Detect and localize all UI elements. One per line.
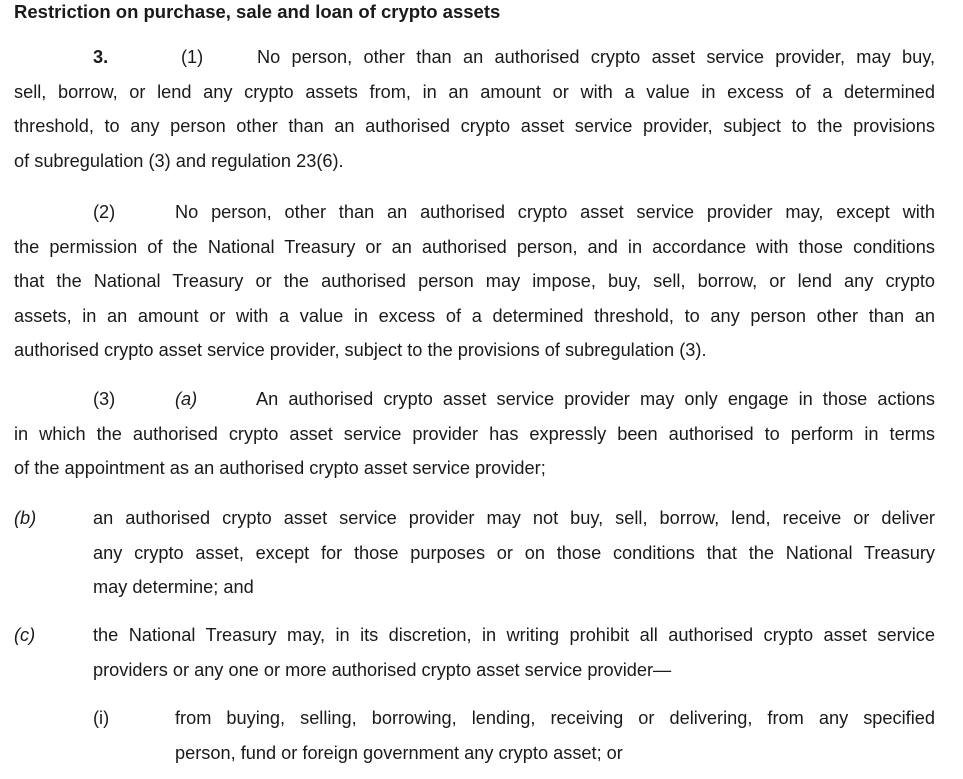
- subregulation-1: [14, 40, 935, 178]
- paragraph-a-line-2: in which the authorised crypto asset service provider has expressly been authorised to perform in terms: [14, 423, 935, 444]
- subparagraph-i: [175, 701, 935, 770]
- subregulation-2-line-2: the permission of the National Treasury or an authorised person, and in accordance with those conditions: [14, 236, 935, 257]
- subregulation-1-line-4: of subregulation (3) and regulation 23(6).: [14, 150, 344, 171]
- subregulation-1-label: (1): [181, 47, 204, 67]
- subregulation-2-line-3: that the National Treasury or the authorised person may impose, buy, sell, borrow, or lend any crypto: [14, 271, 935, 291]
- paragraph-c-label: (c): [14, 625, 36, 645]
- subregulation-2-first-line: [14, 195, 935, 230]
- paragraph-c-line-1: the National Treasury may, in its discretion, in writing prohibit all authorised crypto asset service: [93, 625, 935, 645]
- subregulation-2-label: (2): [93, 202, 116, 222]
- paragraph-b-line-3: may determine; and: [93, 577, 254, 597]
- paragraph-b: [93, 501, 935, 605]
- section-heading: Restriction on purchase, sale and loan of crypto assets: [14, 1, 501, 22]
- paragraph-b-line-2: any crypto asset, except for those purposes or on those conditions that the National Treasury: [93, 542, 935, 563]
- subregulation-2: [14, 195, 935, 368]
- subparagraph-i-label: (i): [93, 708, 110, 728]
- paragraph-b-label: (b): [14, 508, 37, 528]
- subparagraph-i-line-1: from buying, selling, borrowing, lending, receiving or delivering, from any specified: [175, 708, 935, 728]
- paragraph-c-line-2: providers or any one or more authorised crypto asset service provider—: [93, 659, 672, 680]
- subparagraph-i-line-2: person, fund or foreign government any crypto asset; or: [175, 742, 623, 763]
- subregulation-1-first-line: [14, 40, 935, 75]
- paragraph-a-line-3: of the appointment as an authorised crypto asset service provider;: [14, 458, 546, 478]
- paragraph-c: [93, 618, 935, 687]
- subregulation-3-label: (3): [93, 389, 116, 409]
- subregulation-2-line-1: No person, other than an authorised crypto asset service provider may, except with: [175, 202, 935, 222]
- paragraph-b-line-1: an authorised crypto asset service provider may not buy, sell, borrow, lend, receive or deliver: [93, 508, 935, 528]
- subregulation-2-line-5: authorised crypto asset service provider, subject to the provisions of subregulation (3).: [14, 340, 707, 360]
- subregulation-2-line-4: assets, in an amount or with a value in excess of a determined threshold, to any person other than an: [14, 305, 935, 326]
- regulation-number: 3.: [93, 47, 109, 67]
- subregulation-3: [14, 382, 935, 486]
- subregulation-3-first-line: [14, 382, 935, 417]
- subregulation-1-line-1: No person, other than an authorised crypto asset service provider, may buy,: [257, 47, 935, 67]
- subregulation-1-line-3: threshold, to any person other than an authorised crypto asset service provider, subject to the provisions: [14, 116, 935, 136]
- paragraph-a-label: (a): [175, 389, 198, 409]
- paragraph-a-line-1: An authorised crypto asset service provider may only engage in those actions: [256, 389, 935, 409]
- subregulation-1-line-2: sell, borrow, or lend any crypto assets from, in an amount or with a value in excess of a determined: [14, 81, 935, 102]
